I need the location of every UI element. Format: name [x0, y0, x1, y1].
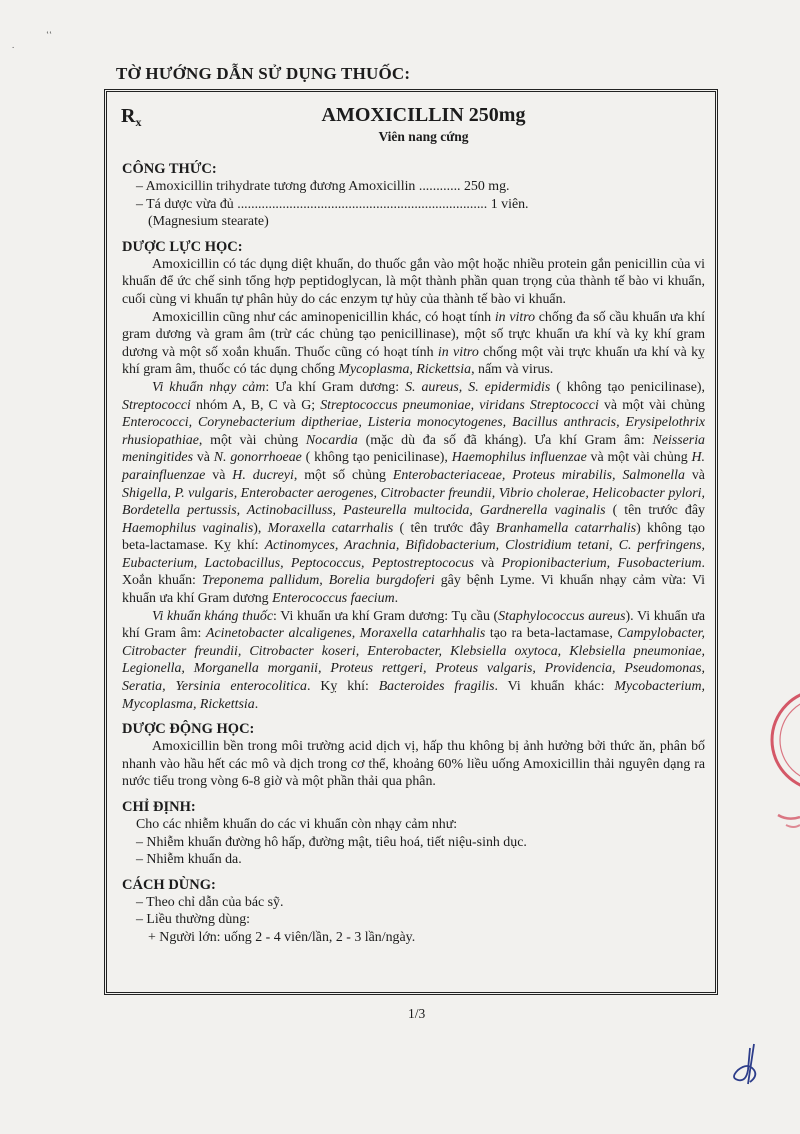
signature-icon	[720, 1040, 780, 1100]
italic-text-run: H. parainfluenzae	[122, 450, 706, 483]
text-run: . Xoắn khuẩn:	[122, 555, 705, 589]
italic-text-run: Moraxella catarrhalis	[267, 520, 394, 536]
text-run: và một vài chủng	[598, 397, 705, 413]
text-run: . Kỵ khí:	[307, 679, 379, 695]
italic-text-run: Actinomyces, Arachnia, Bifidobacterium, Clostridium tetani, C. perfringens, Eubacterium, Lactobacillus, Peptococcus, Peptostreptococus	[122, 538, 705, 571]
italic-text-run: S. aureus, S. epidermidis	[405, 379, 551, 395]
text-run: (mặc dù đa số đã kháng). Ưa khí Gram âm:	[357, 432, 653, 448]
italic-text-run: Streptococci	[122, 397, 191, 413]
leaflet-frame	[104, 89, 718, 995]
text-run: .	[254, 696, 259, 712]
text-run: : Vi khuẩn ưa khí Gram dương: Tụ cầu (	[273, 608, 499, 624]
italic-text-run: Bacteroides fragilis	[378, 679, 495, 695]
document-header: TỜ HƯỚNG DẪN SỬ DỤNG THUỐC:	[116, 64, 411, 83]
italic-text-run: Enterococci, Corynebacterium diptheriae, Listeria monocytogenes, Bacillus anthracis, Erysipelothrix rhusiopathiae	[122, 415, 705, 448]
paragraph: Amoxicillin bền trong môi trường acid dịch vị, hấp thu không bị ảnh hưởng bởi thức ăn, phân bố nhanh vào hầu hết các mô và dịch trong cơ thể, khoảng 60% liều uống Amoxicillin thải nguyên dạng ra nước tiểu trong vòng 6-8 giờ và một phần thải qua phân.	[122, 739, 705, 790]
stamp-icon	[760, 665, 800, 845]
rx-symbol: $R_x$	[121, 105, 142, 129]
indication-intro: Cho các nhiễm khuẩn do các vi khuẩn còn nhạy cảm như:	[136, 817, 458, 832]
paragraph: Amoxicillin cũng như các aminopenicillin khác, có hoạt tính in vitro chống đa số cầu khuẩn ưa khí gram dương và gram âm (trừ các chủng tạo penicillinase), một số trực khuẩn ưa khí và kỵ khí gram dương và một số xoắn khuẩn. Thuốc cũng có hoạt tính in vitro chống một vài trực khuẩn ưa khí và kỵ khí gram âm, thuốc có tác dụng chống Mycoplasma, Rickettsia, nấm và virus.	[122, 309, 705, 378]
drug-subtitle: Viên nang cứng	[378, 129, 469, 144]
italic-text-run: Nocardia	[305, 432, 358, 448]
italic-text-run: Acinetobacter alcaligenes, Moraxella catarhhalis	[205, 626, 486, 642]
italic-text-run: N. gonorrhoeae	[213, 450, 302, 466]
text-run: : Ưa khí Gram dương:	[265, 379, 406, 395]
text-run: , một số chủng	[293, 467, 393, 483]
drug-title: AMOXICILLIN 250mg	[321, 104, 526, 126]
text-run: , một vài chủng	[198, 432, 306, 448]
scan-speck: ‛‛	[46, 30, 52, 40]
indication-item: – Nhiễm khuẩn đường hô hấp, đường mật, tiêu hoá, tiết niệu-sinh dục.	[136, 834, 527, 850]
text-run: .	[394, 591, 399, 607]
text-run: và	[193, 450, 214, 466]
text-run: và	[205, 467, 233, 483]
section-heading-indications: CHỈ ĐỊNH:	[122, 799, 196, 815]
text-run: . Vi khuẩn khác:	[494, 679, 615, 695]
paragraph: Amoxicillin có tác dụng diệt khuẩn, do thuốc gắn vào một hoặc nhiều protein gắn penicillin của vi khuẩn để ức chế sinh tổng hợp peptidoglycan, là một thành phần quan trọng của thành tế bào vi khuẩn, cuối cùng vi khuẩn tự phân hủy do các enzym tự hủy của thành tế bào vi khuẩn.	[122, 256, 705, 307]
text-run: và	[473, 555, 502, 571]
usage-item: – Theo chỉ dẫn của bác sỹ.	[136, 894, 284, 910]
paragraph-susceptible-bacteria	[122, 379, 705, 608]
italic-text-run: Vi khuẩn nhạy cảm	[152, 379, 266, 395]
scan-speck: .	[12, 40, 15, 50]
italic-text-run: Branhamella catarrhalis	[495, 520, 637, 536]
text-run: ( không tạo penicilinase),	[301, 450, 452, 466]
formula-line: (Magnesium stearate)	[148, 214, 269, 230]
text-run: ( tên trước đây	[605, 503, 705, 519]
section-heading-usage: CÁCH DÙNG:	[122, 876, 216, 893]
italic-text-run: Vi khuẩn kháng thuốc	[152, 608, 274, 624]
section-heading-pharmacodynamics: DƯỢC LỰC HỌC:	[122, 238, 243, 255]
indication-item: – Nhiễm khuẩn da.	[136, 852, 242, 868]
italic-text-run: Enterococcus faecium	[272, 591, 395, 607]
italic-text-run: Neisseria meningitides	[122, 432, 706, 466]
section-heading-pharmacokinetics: DƯỢC ĐỘNG HỌC:	[122, 721, 255, 738]
formula-line: – Tá dược vừa đủ ........................................................................ 1 viên.	[136, 196, 529, 212]
title-block	[122, 102, 705, 146]
usage-sub-item: + Người lớn: uống 2 - 4 viên/lần, 2 - 3 lần/ngày.	[148, 929, 416, 945]
page-number: 1/3	[408, 1006, 426, 1021]
italic-text-run: Haemophilus vaginalis	[122, 520, 254, 536]
paragraph-resistant-bacteria	[122, 608, 705, 714]
italic-text-run: Campylobacter, Citrobacter freundii, Citrobacter koseri, Enterobacter, Klebsiella oxytoca, Klebsiella pneumoniae, Legionella, Morganella morganii, Proteus rettgeri, Proteus valgaris, Providencia, Pseudomonas, Seratia, Yersinia enterocolitica	[122, 626, 705, 695]
italic-text-run: Shigella, P. vulgaris, Enterobacter aerogenes, Citrobacter freundii, Vibrio cholerae, Helicobacter pylori, Bordetella pertussis, Actinobacilluss, Pasteurella multocida, Gardnerella vaginalis	[122, 485, 705, 519]
section-heading-formula: CÔNG THỨC:	[122, 161, 217, 177]
text-run: tạo ra beta-lactamase,	[485, 626, 618, 642]
text-run: ( không tạo penicilinase),	[550, 379, 705, 395]
italic-text-run: Propionibacterium, Fusobacterium	[501, 555, 702, 571]
text-run: ),	[253, 520, 268, 536]
italic-text-run: H. ducreyi	[232, 467, 294, 483]
text-run: và một vài chủng	[586, 450, 692, 466]
text-run: ( tên trước đây	[393, 520, 496, 536]
italic-text-run: Streptococcus pneumoniae, viridans Streptococci	[320, 397, 599, 413]
italic-text-run: Haemophilus influenzae	[451, 450, 587, 466]
text-run: ). Vi khuẩn ưa khí Gram âm:	[122, 608, 706, 642]
text-run: gây bệnh Lyme. Vi khuẩn nhạy cảm vừa: Vi khuẩn ưa khí Gram dương	[122, 573, 705, 607]
text-run: và	[684, 467, 705, 483]
text-run: nhóm A, B, C và G;	[190, 397, 321, 413]
italic-text-run: Enterobacteriaceae, Proteus mirabilis, Salmonella	[392, 467, 685, 483]
usage-item: – Liều thường dùng:	[136, 912, 251, 928]
italic-text-run: Staphylococcus aureus	[498, 608, 626, 624]
italic-text-run: Mycobacterium, Mycoplasma, Rickettsia	[122, 679, 705, 712]
italic-text-run: Treponema pallidum, Borelia burgdoferi	[201, 573, 435, 589]
formula-line: – Amoxicillin trihydrate tương đương Amoxicillin ............ 250 mg.	[136, 179, 510, 194]
text-run: ) không tạo beta-lactamase. Kỵ khí:	[122, 520, 705, 554]
